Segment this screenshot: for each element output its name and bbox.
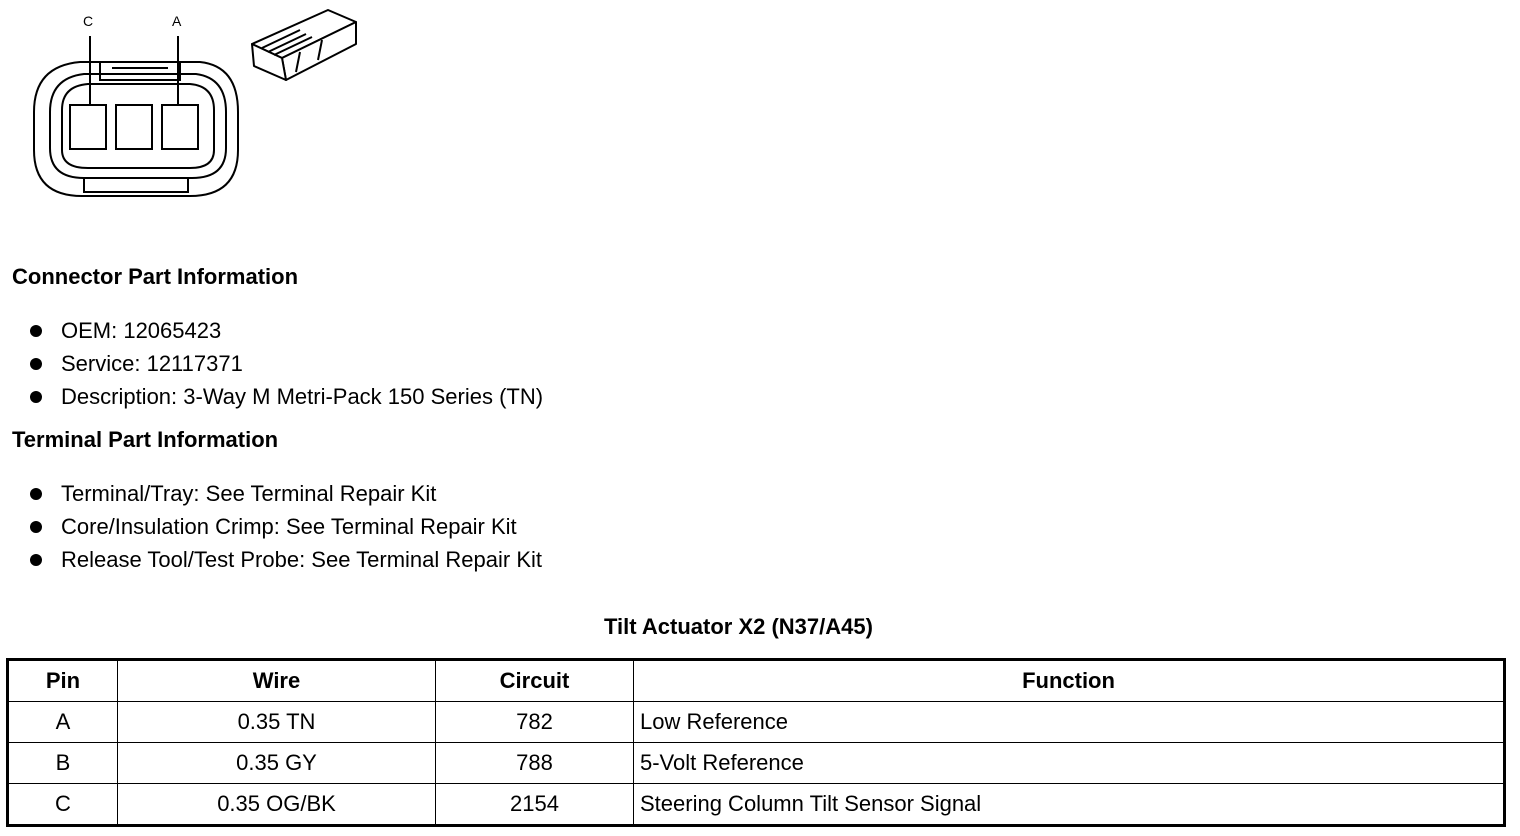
cell-function: 5-Volt Reference — [634, 743, 1505, 784]
list-item: OEM: 12065423 — [28, 314, 543, 347]
bullet-icon — [30, 488, 42, 500]
connector-part-information-heading: Connector Part Information — [12, 264, 299, 289]
cell-pin: A — [8, 702, 118, 743]
cell-pin: C — [8, 784, 118, 826]
cell-function: Steering Column Tilt Sensor Signal — [634, 784, 1505, 826]
bullet-icon — [30, 521, 42, 533]
table-row — [8, 784, 1505, 826]
cavity-a — [162, 105, 198, 149]
table-title: Tilt Actuator X2 (N37/A45) — [604, 614, 873, 639]
header-pin: Pin — [8, 660, 118, 702]
pin-label-c: C — [83, 13, 94, 29]
cell-wire: 0.35 GY — [118, 743, 436, 784]
header-wire: Wire — [118, 660, 436, 702]
connector-illustration — [0, 0, 380, 210]
cell-pin: B — [8, 743, 118, 784]
table-row — [8, 743, 1505, 784]
list-item: Terminal/Tray: See Terminal Repair Kit — [28, 477, 542, 510]
pinout-table — [6, 658, 1506, 827]
list-item: Release Tool/Test Probe: See Terminal Repair Kit — [28, 543, 542, 576]
terminal-part-information-list — [28, 477, 542, 576]
list-item: Core/Insulation Crimp: See Terminal Repair Kit — [28, 510, 542, 543]
bullet-icon — [30, 554, 42, 566]
cavity-b — [116, 105, 152, 149]
cell-circuit: 788 — [436, 743, 634, 784]
table-header-row — [8, 660, 1505, 702]
cell-circuit: 782 — [436, 702, 634, 743]
bullet-icon — [30, 325, 42, 337]
terminal-part-information-heading: Terminal Part Information — [12, 427, 279, 452]
header-function: Function — [634, 660, 1505, 702]
connector-face-view — [34, 36, 238, 196]
bullet-icon — [30, 391, 42, 403]
list-item: Service: 12117371 — [28, 347, 543, 380]
list-item: Description: 3-Way M Metri-Pack 150 Series (TN) — [28, 380, 543, 413]
cell-function: Low Reference — [634, 702, 1505, 743]
cell-wire: 0.35 OG/BK — [118, 784, 436, 826]
cell-circuit: 2154 — [436, 784, 634, 826]
connector-part-information-list — [28, 314, 543, 413]
cell-wire: 0.35 TN — [118, 702, 436, 743]
header-circuit: Circuit — [436, 660, 634, 702]
table-row — [8, 702, 1505, 743]
cavity-c — [70, 105, 106, 149]
connector-isometric-view — [252, 10, 356, 80]
bullet-icon — [30, 358, 42, 370]
pin-label-a: A — [172, 13, 182, 29]
